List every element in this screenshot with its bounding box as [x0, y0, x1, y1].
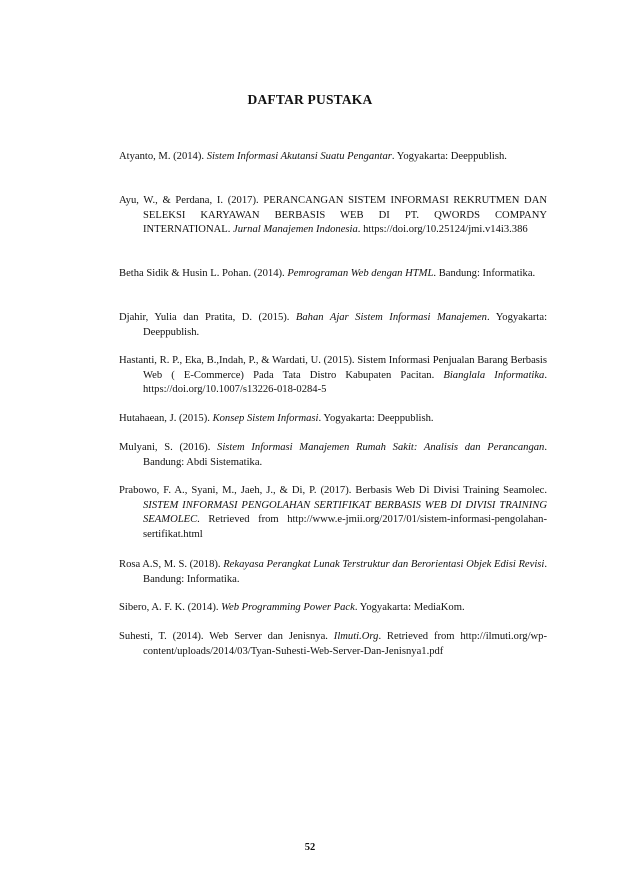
reference-details: . Retrieved from http://ilmuti.org/wp-content/uploads/2014/03/Tyan-Suhesti-Web-Server-Dan-Jenisnya1.pdf [143, 631, 547, 657]
reference-item [119, 311, 547, 340]
reference-title: Bianglala Informatika [443, 369, 545, 381]
reference-item [119, 194, 547, 238]
reference-authors: Prabowo, F. A., Syani, M., Jaeh, J., & Di, P. (2017). Berbasis Web Di Divisi Training Seamolec. [119, 485, 547, 496]
reference-title: Web Programming Power Pack [221, 602, 355, 613]
reference-authors: Hutahaean, J. (2015). [119, 413, 213, 424]
reference-details: . Yogyakarta: Deeppublish. [391, 151, 507, 162]
reference-item [119, 601, 547, 616]
reference-details: . Yogyakarta: Deeppublish. [318, 413, 434, 424]
reference-details: . Retrieved from http://www.e-jmii.org/2017/01/sistem-informasi-pengolahan-sertifikat.html [143, 514, 547, 540]
reference-details: . Yogyakarta: MediaKom. [354, 602, 465, 613]
reference-item [119, 412, 547, 427]
reference-authors: Atyanto, M. (2014). [119, 151, 207, 162]
reference-details: . Yogyakarta: Deeppublish. [143, 312, 548, 338]
reference-title: Ilmuti.Org [333, 631, 379, 642]
page-title: DAFTAR PUSTAKA [247, 92, 373, 107]
reference-item [119, 354, 547, 398]
reference-item [119, 150, 547, 165]
reference-item [119, 558, 547, 587]
reference-title: Sistem Informasi Manajemen Rumah Sakit: Analisis dan Perancangan [217, 442, 545, 453]
reference-item [119, 267, 547, 282]
reference-details: . Bandung: Abdi Sistematika. [143, 442, 548, 468]
reference-title: Bahan Ajar Sistem Informasi Manajemen [295, 312, 487, 323]
reference-authors: Sibero, A. F. K. (2014). [119, 602, 222, 613]
reference-title: Pemrograman Web dengan HTML [287, 268, 434, 279]
reference-details: . https://doi.org/10.1007/s13226-018-0284-5 [143, 369, 547, 396]
reference-details: . Bandung: Informatika. [143, 559, 547, 585]
reference-item [119, 441, 547, 470]
reference-title: Konsep Sistem Informasi [212, 413, 319, 424]
reference-authors: Betha Sidik & Husin L. Pohan. (2014). [119, 268, 288, 279]
reference-title: SISTEM INFORMASI PENGOLAHAN SERTIFIKAT BERBASIS WEB DI DIVISI TRAINING SEAMOLEC [143, 499, 547, 526]
reference-details: . https://doi.org/10.25124/jmi.v14i3.386 [357, 224, 528, 236]
reference-authors: Hastanti, R. P., Eka, B.,Indah, P., & Wardati, U. (2015). Sistem Informasi Penjualan Barang Berbasis Web ( E-Commerce) Pada Tata Distro Kabupaten Pacitan. [119, 355, 547, 381]
reference-authors: Ayu, W., & Perdana, I. (2017). PERANCANGAN SISTEM INFORMASI REKRUTMEN DAN SELEKSI KARYAWAN BERBASIS WEB DI PT. QWORDS COMPANY INTERNATIONAL. [119, 195, 547, 236]
reference-title: Jurnal Manajemen Indonesia [233, 224, 358, 236]
reference-authors: Djahir, Yulia dan Pratita, D. (2015). [119, 312, 296, 323]
reference-title: Rekayasa Perangkat Lunak Terstruktur dan Berorientasi Objek Edisi Revisi [223, 559, 545, 570]
page-number: 52 [304, 842, 316, 853]
reference-item [119, 484, 547, 542]
reference-authors: Rosa A.S, M. S. (2018). [119, 559, 224, 570]
reference-details: . Bandung: Informatika. [433, 268, 536, 279]
reference-item [119, 630, 547, 659]
reference-authors: Suhesti, T. (2014). Web Server dan Jenisnya. [119, 631, 334, 642]
reference-authors: Mulyani, S. (2016). [119, 442, 218, 453]
reference-title: Sistem Informasi Akutansi Suatu Pengantar [206, 151, 392, 162]
